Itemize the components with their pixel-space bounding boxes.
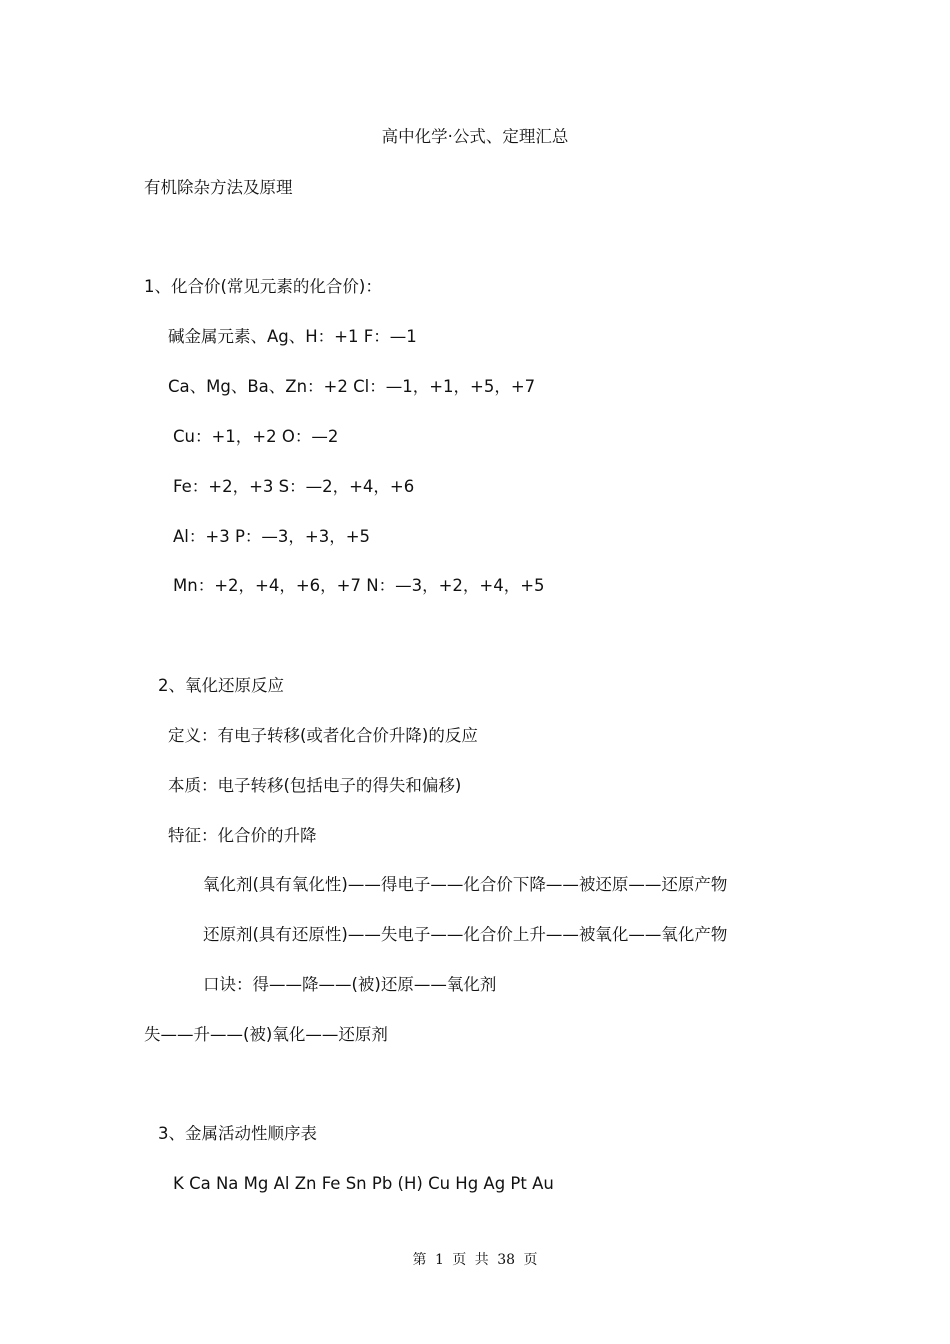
valence-line-2: Ca、Mg、Ba、Zn：+2 Cl：—1，+1，+5，+7 xyxy=(168,377,536,396)
metal-activity-series: K Ca Na Mg Al Zn Fe Sn Pb (H) Cu Hg Ag Pt Au xyxy=(173,1174,554,1193)
redox-reductant: 还原剂(具有还原性)——失电子——化合价上升——被氧化——氧化产物 xyxy=(203,925,728,944)
valence-line-3: Cu：+1，+2 O：—2 xyxy=(173,427,339,446)
redox-feature: 特征：化合价的升降 xyxy=(168,826,317,845)
valence-line-4: Fe：+2，+3 S：—2，+4，+6 xyxy=(173,477,415,496)
section-3-heading: 3、金属活动性顺序表 xyxy=(158,1124,317,1143)
redox-definition: 定义：有电子转移(或者化合价升降)的反应 xyxy=(168,726,478,745)
redox-mnemonic-continued: 失——升——(被)氧化——还原剂 xyxy=(144,1025,388,1044)
section-1-heading: 1、化合价(常见元素的化合价)： xyxy=(144,277,382,296)
page-footer: 第 1 页 共 38 页 xyxy=(412,1252,538,1268)
valence-line-6: Mn：+2，+4，+6，+7 N：—3，+2，+4，+5 xyxy=(173,576,545,595)
redox-oxidant: 氧化剂(具有氧化性)——得电子——化合价下降——被还原——还原产物 xyxy=(203,875,728,894)
redox-essence: 本质：电子转移(包括电子的得失和偏移) xyxy=(168,776,462,795)
document-title: 高中化学·公式、定理汇总 xyxy=(381,127,569,146)
redox-mnemonic: 口诀：得——降——(被)还原——氧化剂 xyxy=(203,975,497,994)
valence-line-5: Al：+3 P：—3，+3，+5 xyxy=(173,527,371,546)
section-2-heading: 2、氧化还原反应 xyxy=(158,676,284,695)
document-subtitle: 有机除杂方法及原理 xyxy=(144,178,293,197)
valence-line-1: 碱金属元素、Ag、H：+1 F：—1 xyxy=(168,327,417,346)
